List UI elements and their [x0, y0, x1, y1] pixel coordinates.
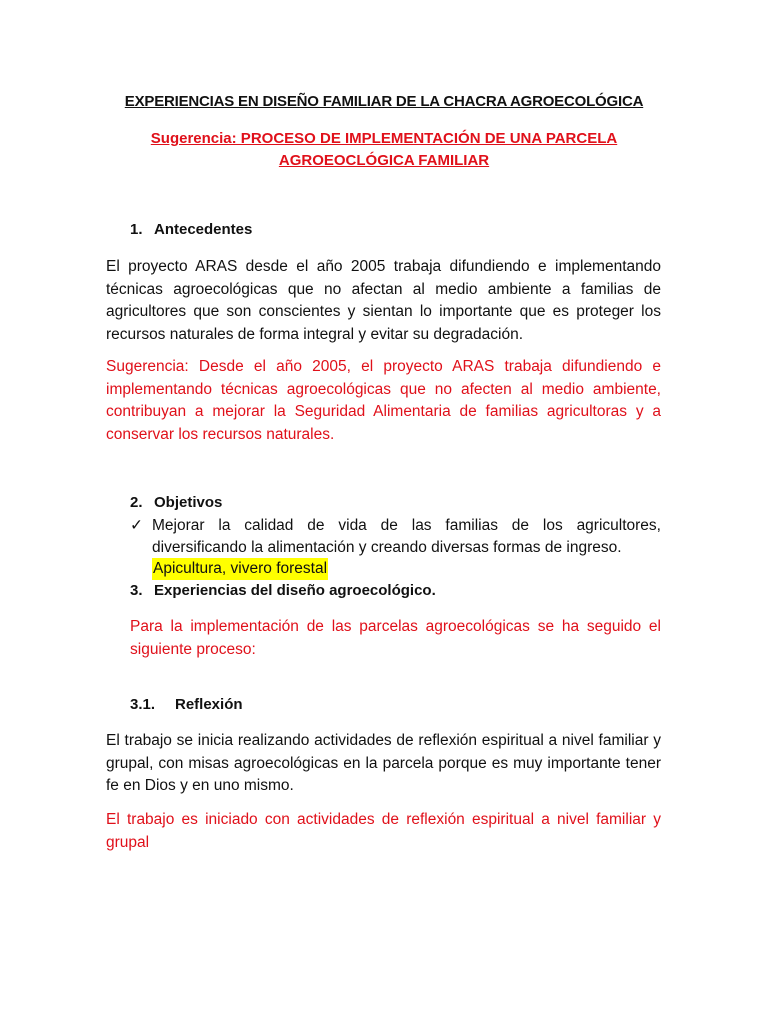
section-3-title: Experiencias del diseño agroecológico.	[154, 582, 436, 599]
section-3-1-paragraph: El trabajo se inicia realizando actividades de reflexión espiritual a nivel familiar y grupal, con misas agroecológicas en la parcela porque es muy importante tener fe en Dios y en uno mismo.	[106, 732, 661, 794]
section-3-suggestion: Para la implementación de las parcelas agroecológicas se ha seguido el siguiente proceso:	[130, 618, 661, 658]
highlighted-note: Apicultura, vivero forestal	[152, 558, 328, 580]
section-3-1-title: Reflexión	[175, 696, 243, 713]
section-1-number: 1.	[130, 221, 143, 238]
section-3-1-heading	[130, 696, 243, 713]
section-2-title: Objetivos	[154, 494, 223, 511]
document-subtitle-suggestion	[140, 128, 628, 172]
checkmark-icon: ✓	[130, 517, 143, 534]
section-1-paragraph: El proyecto ARAS desde el año 2005 trabaja difundiendo e implementando técnicas agroecológicas que no afectan al medio ambiente a familias de agricultores que son conscientes y sientan lo importante que es proteger los recursos naturales de forma integral y evitar su degradación.	[106, 258, 661, 343]
document-title: EXPERIENCIAS EN DISEÑO FAMILIAR DE LA CHACRA AGROECOLÓGICA	[124, 93, 644, 110]
subtitle-line-1: Sugerencia: PROCESO DE IMPLEMENTACIÓN DE UNA PARCELA	[150, 130, 618, 147]
section-1-title: Antecedentes	[154, 221, 253, 238]
section-3-1-number: 3.1.	[130, 696, 156, 713]
section-1-heading	[130, 221, 252, 238]
section-2-heading	[130, 494, 222, 511]
section-3-number: 3.	[130, 582, 143, 599]
section-2-number: 2.	[130, 494, 143, 511]
subtitle-line-2: AGROEOCLÓGICA FAMILIAR	[278, 152, 490, 169]
section-3-heading	[130, 582, 436, 599]
section-3-1-suggestion: El trabajo es iniciado con actividades de reflexión espiritual a nivel familiar y grupal	[106, 811, 661, 851]
objective-text: Mejorar la calidad de vida de las familias de los agricultores, diversificando la alimentación y creando diversas formas de ingreso.	[152, 517, 661, 556]
section-1-suggestion: Sugerencia: Desde el año 2005, el proyecto ARAS trabaja difundiendo e implementando técnicas agroecológicas que no afecten al medio ambiente, contribuyan a mejorar la Seguridad Alimentaria de familias agricultoras y a conservar los recursos naturales.	[106, 358, 661, 443]
